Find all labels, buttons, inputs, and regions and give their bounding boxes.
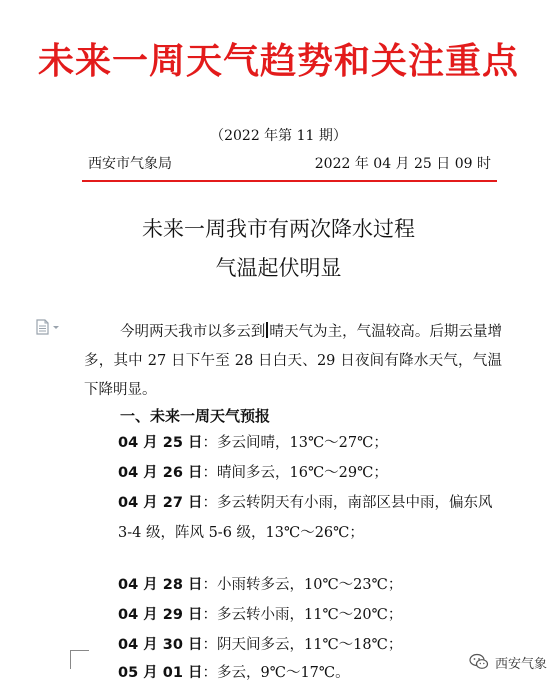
forecast-date: 04 月 30 日 [118,637,203,653]
masthead-title: 未来一周天气趋势和关注重点 [37,41,519,82]
forecast-text: ：多云转阴天有小雨，南部区县中雨，偏东风 3-4 级，阵风 5-6 级，13℃～26℃； [118,495,493,541]
forecast-line [118,600,508,630]
forecast-text: ：多云转小雨，11℃～20℃； [202,607,403,623]
intro-text-after-caret: 晴天气为主，气温较高。后期云量增多，其中 27 日下午至 28 日白天、29 日夜间有降水天气，气温下降明显。 [84,324,503,398]
masthead-divider [82,180,497,182]
issue-datetime: 2022 年 04 月 25 日 09 时 [314,156,491,172]
forecast-line [118,630,508,660]
forecast-date: 04 月 27 日 [118,495,203,511]
headline-line-2: 气温起伏明显 [215,256,342,280]
forecast-date: 04 月 29 日 [118,607,203,623]
forecast-line [118,570,508,600]
page-corner-mark [70,650,89,669]
intro-paragraph[interactable] [84,318,502,405]
forecast-date: 05 月 01 日 [118,665,203,681]
wechat-icon [469,653,489,671]
forecast-text: ：晴间多云，16℃～29℃； [202,465,388,481]
forecast-text: ：小雨转多云，10℃～23℃； [202,577,403,593]
issuing-organization: 西安市气象局 [88,156,172,172]
forecast-line [84,488,504,548]
paragraph-handle-icon[interactable] [34,318,64,338]
forecast-line [118,458,508,488]
issue-number: （2022 年第 11 期） [210,128,347,144]
forecast-line [118,658,508,688]
headline-line-1: 未来一周我市有两次降水过程 [142,217,415,241]
forecast-text: ：多云，9℃～17℃。 [202,665,350,681]
forecast-date: 04 月 26 日 [118,465,203,481]
forecast-line [118,428,508,458]
forecast-text: ：阴天间多云，11℃～18℃； [202,637,403,653]
watermark-text: 西安气象 [494,656,547,672]
forecast-date: 04 月 28 日 [118,577,203,593]
document-icon [34,318,64,338]
meta-line [82,154,497,176]
wechat-watermark [469,651,547,673]
section-heading: 一、未来一周天气预报 [120,407,271,425]
forecast-date: 04 月 25 日 [118,435,203,451]
intro-text-before-caret: 今明两天我市以多云到 [120,324,266,340]
forecast-text: ：多云间晴，13℃～27℃； [202,435,388,451]
